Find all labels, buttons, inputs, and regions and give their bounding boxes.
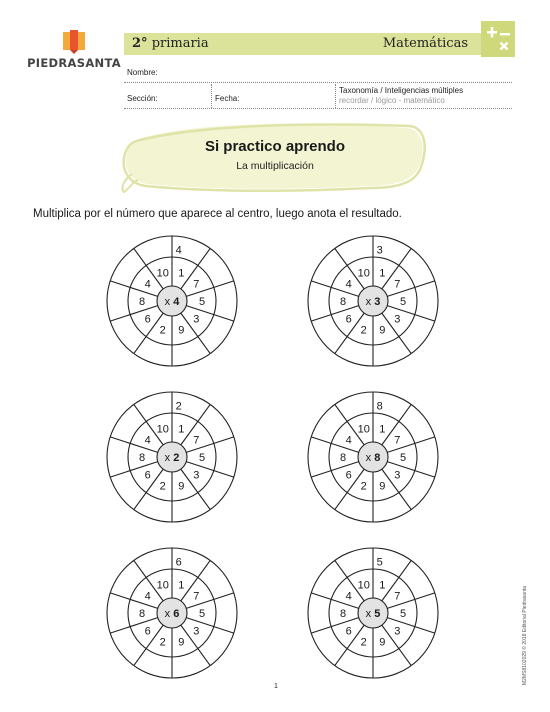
inner-number: 2 bbox=[159, 636, 166, 649]
inner-number: 6 bbox=[144, 625, 151, 638]
inner-number: 7 bbox=[394, 590, 401, 603]
inner-number: 3 bbox=[394, 625, 401, 638]
inner-number: 4 bbox=[345, 434, 352, 447]
name-label: Nombre: bbox=[127, 68, 158, 77]
inner-number: 9 bbox=[379, 636, 386, 649]
inner-number: 6 bbox=[345, 625, 352, 638]
inner-number: 10 bbox=[156, 423, 169, 436]
grade-number: 2° bbox=[132, 36, 148, 51]
inner-number: 8 bbox=[339, 608, 347, 620]
inner-number: 8 bbox=[339, 452, 347, 464]
inner-number: 9 bbox=[379, 480, 386, 493]
multiplication-wheel bbox=[308, 236, 438, 366]
inner-number: 5 bbox=[198, 296, 206, 308]
inner-number: 4 bbox=[144, 590, 151, 603]
inner-number: 8 bbox=[339, 296, 347, 308]
inner-number: 5 bbox=[399, 296, 407, 308]
center-multiplier: x 4 bbox=[164, 296, 180, 308]
center-multiplier: x 8 bbox=[365, 452, 381, 464]
inner-number: 3 bbox=[394, 469, 401, 482]
worksheet-title: Si practico aprendo bbox=[204, 138, 346, 155]
inner-number: 1 bbox=[379, 267, 386, 280]
inner-number: 3 bbox=[193, 469, 200, 482]
inner-number: 1 bbox=[178, 423, 185, 436]
example-answer: 5 bbox=[376, 556, 383, 569]
multiplication-wheel bbox=[107, 236, 237, 366]
inner-number: 8 bbox=[138, 608, 146, 620]
inner-number: 9 bbox=[379, 324, 386, 337]
inner-number: 7 bbox=[193, 590, 200, 603]
inner-number: 5 bbox=[198, 608, 206, 620]
example-answer: 6 bbox=[175, 556, 182, 569]
inner-number: 10 bbox=[156, 579, 169, 592]
inner-number: 8 bbox=[138, 452, 146, 464]
inner-number: 10 bbox=[357, 267, 370, 280]
grade-word: primaria bbox=[151, 36, 209, 51]
inner-number: 1 bbox=[379, 579, 386, 592]
section-label: Sección: bbox=[127, 94, 158, 103]
inner-number: 2 bbox=[360, 324, 367, 337]
date-label: Fecha: bbox=[215, 94, 240, 103]
inner-number: 9 bbox=[178, 480, 185, 493]
inner-number: 10 bbox=[357, 579, 370, 592]
inner-number: 6 bbox=[345, 469, 352, 482]
worksheet-subtitle: La multiplicación bbox=[236, 160, 314, 172]
inner-number: 9 bbox=[178, 636, 185, 649]
inner-number: 2 bbox=[159, 480, 166, 493]
page-number: 1 bbox=[274, 683, 278, 690]
example-answer: 4 bbox=[175, 244, 182, 257]
multiplication-wheel bbox=[107, 548, 237, 678]
inner-number: 10 bbox=[357, 423, 370, 436]
multiplication-wheel bbox=[107, 392, 237, 522]
inner-number: 7 bbox=[193, 434, 200, 447]
inner-number: 6 bbox=[144, 313, 151, 326]
example-answer: 8 bbox=[376, 400, 383, 413]
example-answer: 2 bbox=[175, 400, 182, 413]
inner-number: 9 bbox=[178, 324, 185, 337]
instruction-text: Multiplica por el número que aparece al centro, luego anota el resultado. bbox=[33, 208, 402, 220]
center-multiplier: x 6 bbox=[164, 608, 180, 620]
inner-number: 4 bbox=[345, 590, 352, 603]
multiplication-wheel bbox=[308, 548, 438, 678]
inner-number: 5 bbox=[198, 452, 206, 464]
inner-number: 4 bbox=[345, 278, 352, 291]
inner-number: 3 bbox=[193, 313, 200, 326]
inner-number: 1 bbox=[178, 579, 185, 592]
taxonomy-heading: Taxonomía / Inteligencias múltiples bbox=[339, 86, 464, 95]
inner-number: 3 bbox=[193, 625, 200, 638]
inner-number: 1 bbox=[178, 267, 185, 280]
center-multiplier: x 3 bbox=[365, 296, 381, 308]
inner-number: 4 bbox=[144, 434, 151, 447]
example-answer: 3 bbox=[376, 244, 383, 257]
inner-number: 1 bbox=[379, 423, 386, 436]
logo-text: PIEDRASANTA bbox=[27, 56, 121, 70]
inner-number: 8 bbox=[138, 296, 146, 308]
inner-number: 3 bbox=[394, 313, 401, 326]
center-multiplier: x 5 bbox=[365, 608, 381, 620]
inner-number: 4 bbox=[144, 278, 151, 291]
inner-number: 2 bbox=[159, 324, 166, 337]
copyright-code: M2MS8102029 © 2018 Editorial Piedrasanta bbox=[522, 585, 528, 685]
inner-number: 2 bbox=[360, 636, 367, 649]
taxonomy-values: recordar / lógico - matemático bbox=[339, 96, 445, 105]
subject-label: Matemáticas bbox=[382, 36, 468, 51]
inner-number: 5 bbox=[399, 452, 407, 464]
inner-number: 7 bbox=[394, 434, 401, 447]
inner-number: 7 bbox=[193, 278, 200, 291]
inner-number: 6 bbox=[144, 469, 151, 482]
inner-number: 6 bbox=[345, 313, 352, 326]
inner-number: 10 bbox=[156, 267, 169, 280]
inner-number: 7 bbox=[394, 278, 401, 291]
multiplication-wheel bbox=[308, 392, 438, 522]
center-multiplier: x 2 bbox=[164, 452, 180, 464]
inner-number: 5 bbox=[399, 608, 407, 620]
inner-number: 2 bbox=[360, 480, 367, 493]
